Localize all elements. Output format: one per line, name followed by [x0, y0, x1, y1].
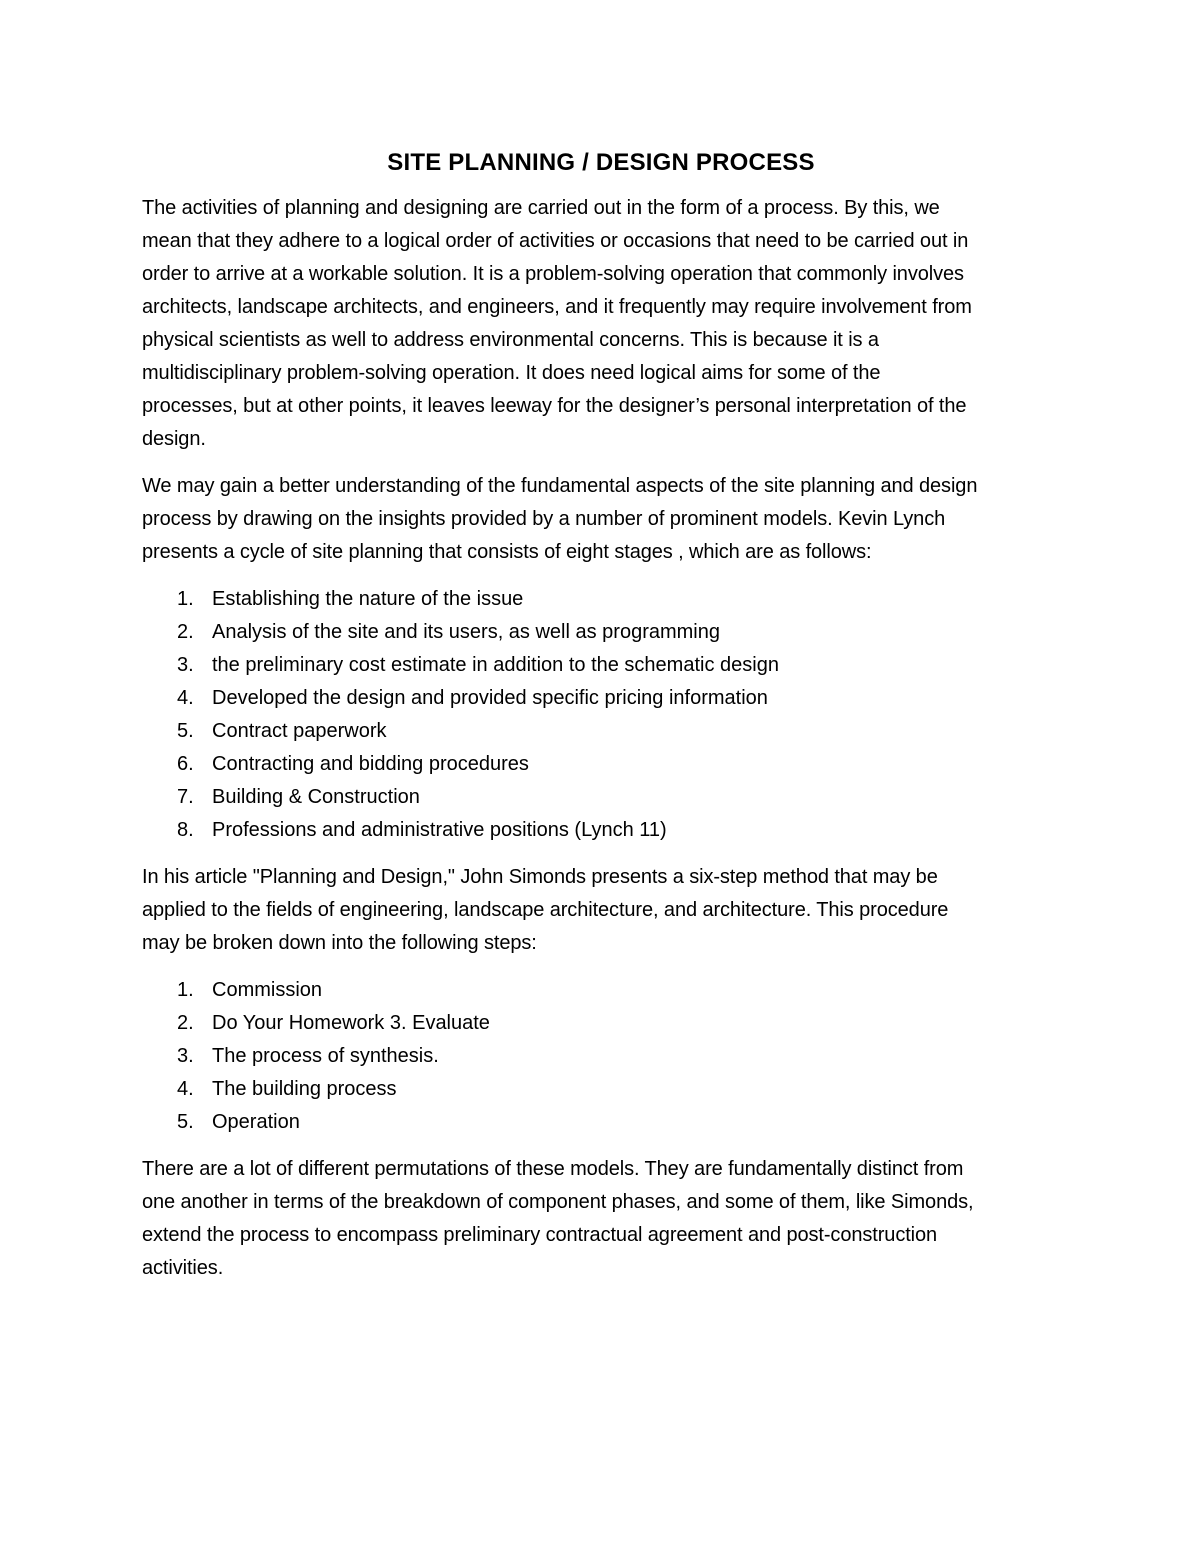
list-item [142, 974, 1060, 1007]
list-number: 7. [177, 786, 194, 808]
list-number: 4. [177, 1078, 194, 1100]
list-item [142, 1040, 1060, 1073]
list-text: Do Your Homework 3. Evaluate [212, 1012, 490, 1034]
list-item [142, 583, 1060, 616]
simonds-steps-list [142, 974, 1060, 1139]
list-text: Building & Construction [212, 786, 420, 808]
list-text: Developed the design and provided specific pricing information [212, 687, 768, 709]
list-number: 4. [177, 687, 194, 709]
paragraph-simonds: In his article "Planning and Design," John Simonds presents a six-step method that may be applied to the fields of engineering, landscape architecture, and architecture. This procedure may be broken down into the following steps: [142, 866, 949, 954]
list-item [142, 748, 1060, 781]
list-number: 1. [177, 979, 194, 1001]
list-text: The process of synthesis. [212, 1045, 439, 1067]
list-text: Analysis of the site and its users, as well as programming [212, 621, 720, 643]
paragraph-models: We may gain a better understanding of the fundamental aspects of the site planning and design process by drawing on the insights provided by a number of prominent models. Kevin Lynch presents a cycle of site planning that consists of eight stages , which are as follows: [142, 475, 978, 563]
list-text: Establishing the nature of the issue [212, 588, 524, 610]
paragraph-permutations: There are a lot of different permutations of these models. They are fundamentally distinct from one another in terms of the breakdown of component phases, and some of them, like Simonds, extend the process to encompass preliminary contractual agreement and post-construction activities. [142, 1158, 974, 1279]
list-item [142, 682, 1060, 715]
list-text: Professions and administrative positions (Lynch 11) [212, 819, 667, 841]
list-item [142, 781, 1060, 814]
list-number: 8. [177, 819, 194, 841]
list-number: 3. [177, 1045, 194, 1067]
list-item [142, 1073, 1060, 1106]
list-number: 5. [177, 720, 194, 742]
list-item [142, 1106, 1060, 1139]
list-item [142, 649, 1060, 682]
list-item [142, 715, 1060, 748]
list-item [142, 616, 1060, 649]
list-text: Contract paperwork [212, 720, 387, 742]
list-text: Commission [212, 979, 323, 1001]
list-number: 3. [177, 654, 194, 676]
list-text: Operation [212, 1111, 300, 1133]
list-number: 5. [177, 1111, 194, 1133]
list-number: 2. [177, 1012, 194, 1034]
list-text: the preliminary cost estimate in addition to the schematic design [212, 654, 779, 676]
list-text: The building process [212, 1078, 397, 1100]
list-item [142, 814, 1060, 847]
list-item [142, 1007, 1060, 1040]
document-title: SITE PLANNING / DESIGN PROCESS [387, 149, 815, 176]
list-text: Contracting and bidding procedures [212, 753, 529, 775]
paragraph-intro: The activities of planning and designing are carried out in the form of a process. By this, we mean that they adhere to a logical order of activities or occasions that need to be carried out in order to arrive at a workable solution. It is a problem-solving operation that commonly involves architects, landscape architects, and engineers, and it frequently may require involvement from physical scientists as well to address environmental concerns. This is because it is a multidisciplinary problem-solving operation. It does need logical aims for some of the processes, but at other points, it leaves leeway for the designer’s personal interpretation of the design. [142, 197, 972, 450]
list-number: 6. [177, 753, 194, 775]
list-number: 2. [177, 621, 194, 643]
lynch-stages-list [142, 583, 1060, 847]
list-number: 1. [177, 588, 194, 610]
